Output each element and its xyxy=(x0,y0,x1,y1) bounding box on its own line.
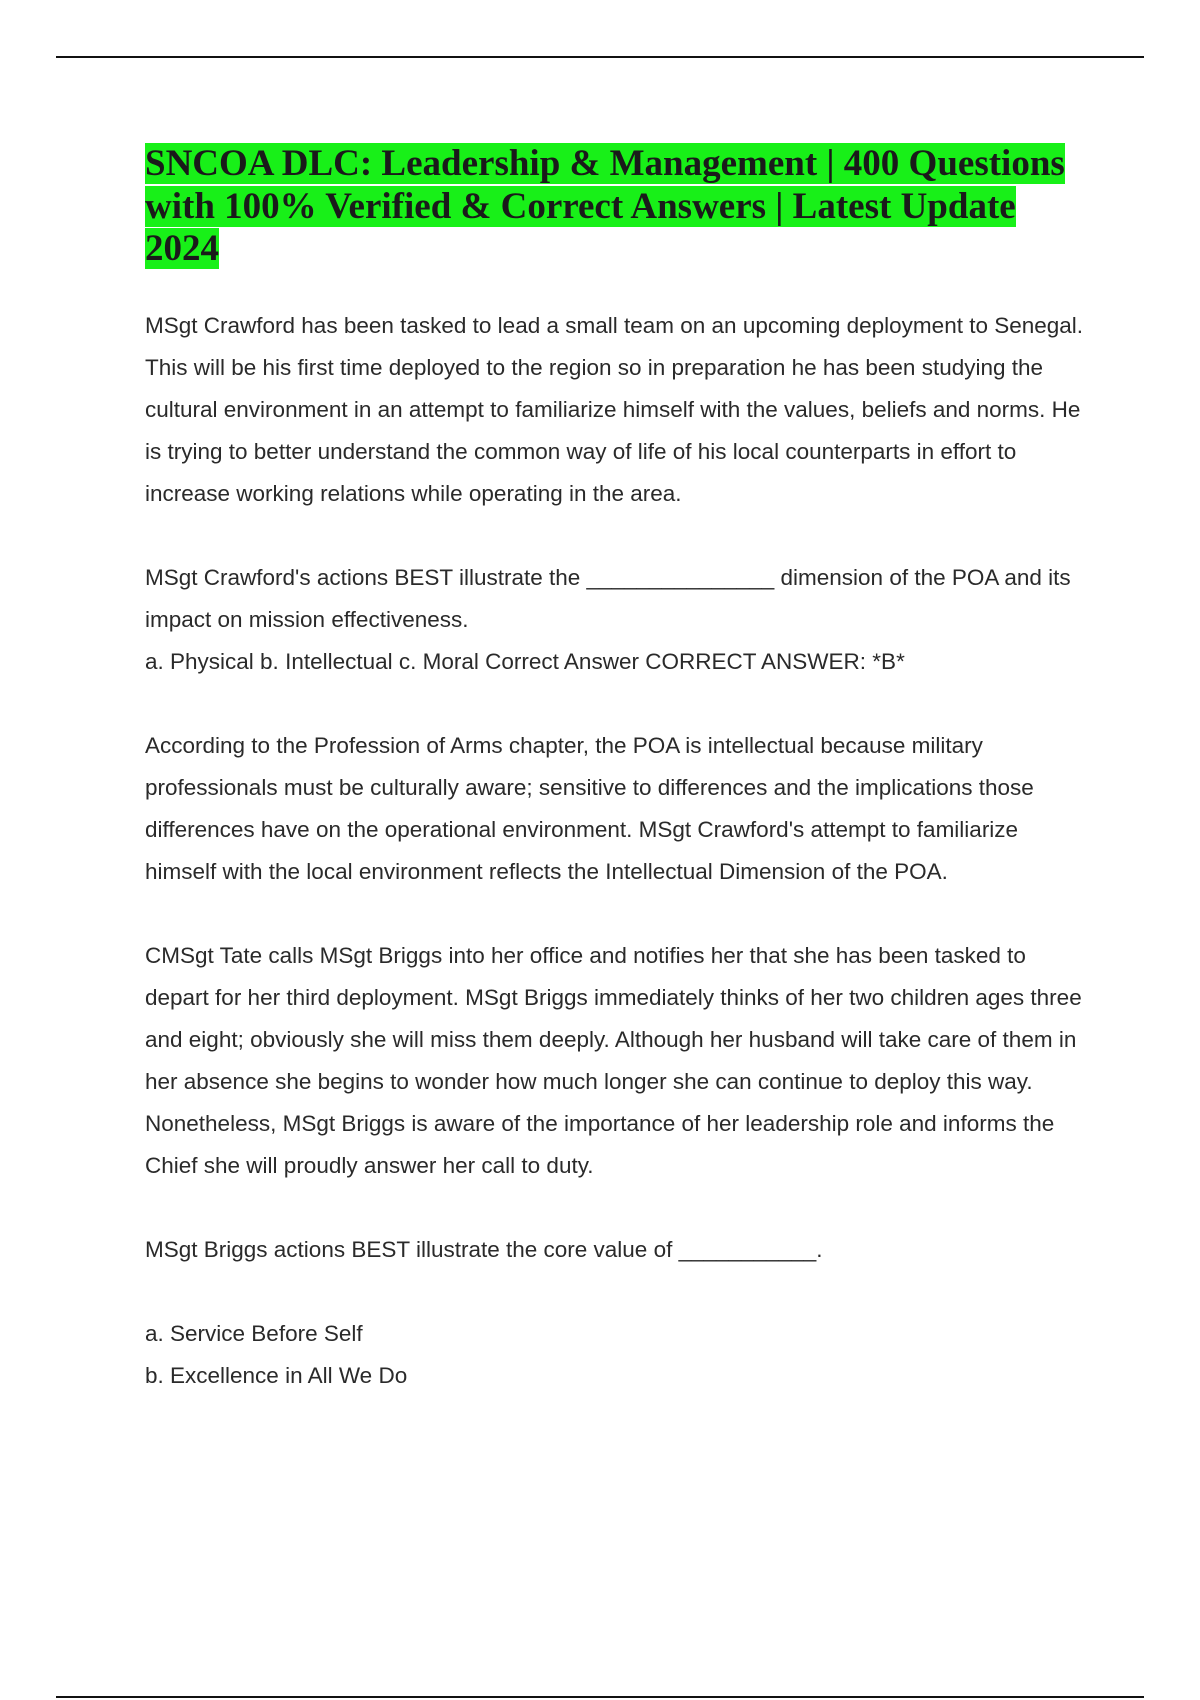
document-title xyxy=(145,143,1095,271)
title-highlight: SNCOA DLC: Leadership & Management | 400 Questions with 100% Verified & Correct Answers | Latest Update 2024 xyxy=(145,143,1065,269)
question-1: MSgt Crawford's actions BEST illustrate the _______________ dimension of the POA and its impact on mission effectiveness. xyxy=(145,564,1071,632)
scenario-paragraph-1: MSgt Crawford has been tasked to lead a small team on an upcoming deployment to Senegal. This will be his first time deployed to the region so in preparation he has been studying the cultural environment in an attempt to familiarize himself with the values, beliefs and norms. He is trying to better understand the common way of life of his local counterparts in effort to increase working relations while operating in the area. xyxy=(145,312,1084,506)
answer-1: a. Physical b. Intellectual c. Moral Correct Answer CORRECT ANSWER: *B* xyxy=(145,648,905,674)
top-rule xyxy=(56,56,1144,58)
option-a: a. Service Before Self xyxy=(145,1320,363,1346)
document-body xyxy=(145,143,1095,1397)
option-b: b. Excellence in All We Do xyxy=(145,1362,408,1388)
scenario-paragraph-2: CMSgt Tate calls MSgt Briggs into her office and notifies her that she has been tasked to depart for her third deployment. MSgt Briggs immediately thinks of her two children ages three and eight; obviously she will miss them deeply. Although her husband will take care of them in her absence she begins to wonder how much longer she can continue to deploy this way. Nonetheless, MSgt Briggs is aware of the importance of her leadership role and informs the Chief she will proudly answer her call to duty. xyxy=(145,942,1082,1178)
question-2: MSgt Briggs actions BEST illustrate the core value of ___________. xyxy=(145,1236,823,1262)
bottom-rule xyxy=(56,1696,1144,1698)
explanation-1: According to the Profession of Arms chapter, the POA is intellectual because military professionals must be culturally aware; sensitive to differences and the implications those differences have on the operational environment. MSgt Crawford's attempt to familiarize himself with the local environment reflects the Intellectual Dimension of the POA. xyxy=(145,732,1034,884)
